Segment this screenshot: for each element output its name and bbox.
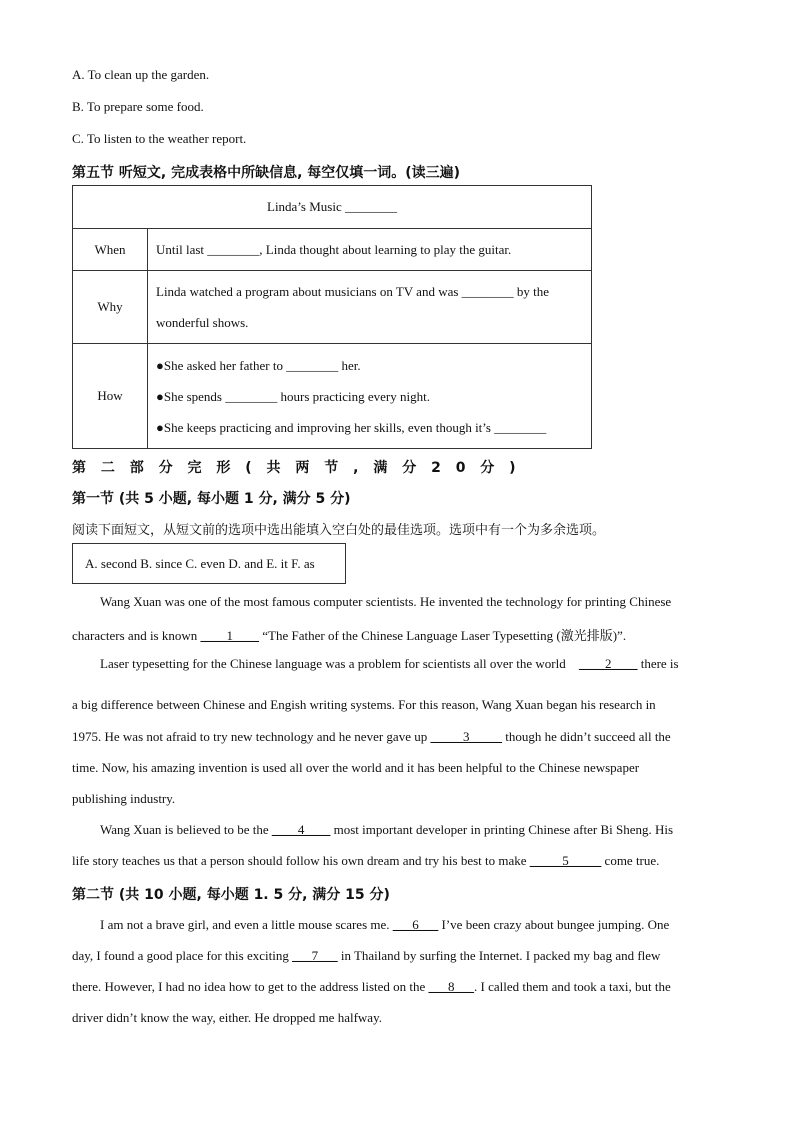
text: most important developer in printing Chinese after Bi Sheng. His <box>330 822 674 837</box>
q-line3 <box>72 979 722 995</box>
how-item: ●She spends ________ hours practicing every night. <box>156 388 430 404</box>
sec1-heading: 第一节 (共 5 小题, 每小题 1 分, 满分 5 分) <box>72 491 351 507</box>
text: in Thailand by surfing the Internet. I packed my bag and flew <box>337 948 661 963</box>
text: . I called them and took a taxi, but the <box>474 979 671 994</box>
text: characters and is known <box>72 628 201 643</box>
p2-line1 <box>72 656 722 672</box>
p2-line4: time. Now, his amazing invention is used all over the world and it has been helpful to the Chinese newspaper <box>72 760 640 775</box>
q-line1 <box>72 917 722 933</box>
text: “The Father of the Chinese Language Laser Typesetting (激光排版)”. <box>259 628 627 643</box>
why-cell <box>148 271 592 344</box>
q-line4: driver didn’t know the way, either. He dropped me halfway. <box>72 1010 382 1025</box>
option-c: C. To listen to the weather report. <box>72 131 247 146</box>
blank-7: ___7___ <box>292 948 338 963</box>
sec2-heading: 第二节 (共 10 小题, 每小题 1. 5 分, 满分 15 分) <box>72 887 390 903</box>
option-b: B. To prepare some food. <box>72 99 204 114</box>
p2-line2: a big difference between Chinese and Engish writing systems. For this reason, Wang Xuan began his research in <box>72 697 656 712</box>
how-cell <box>148 344 592 449</box>
blank-1: ____1____ <box>200 628 260 643</box>
when-label: When <box>73 229 148 271</box>
text: though he didn’t succeed all the <box>501 729 671 744</box>
text: there is <box>637 656 679 671</box>
table-title: Linda’s Music ________ <box>73 186 592 229</box>
how-label: How <box>73 344 148 449</box>
text: Laser typesetting for the Chinese language was a problem for scientists all over the world <box>100 656 566 671</box>
text: 1975. He was not afraid to try new technology and he never gave up <box>72 729 431 744</box>
p2-line3 <box>72 729 722 745</box>
p3-line2 <box>72 853 722 869</box>
blank-2: ____2____ <box>578 656 638 671</box>
text: come true. <box>601 853 660 868</box>
blank-8: ___8___ <box>428 979 475 994</box>
word-options-box: A. second B. since C. even D. and E. it F. as <box>72 543 346 584</box>
text: there. However, I had no idea how to get to the address listed on the <box>72 979 429 994</box>
info-table <box>72 185 592 449</box>
section5-heading: 第五节 听短文, 完成表格中所缺信息, 每空仅填一词。(读三遍) <box>72 165 461 181</box>
p1-line2 <box>72 625 722 644</box>
q-line2 <box>72 948 722 964</box>
p2-line5: publishing industry. <box>72 791 176 806</box>
when-text: Until last ________, Linda thought about learning to play the guitar. <box>148 229 592 271</box>
text: I’ve been crazy about bungee jumping. One <box>438 917 670 932</box>
why-line-1: Linda watched a program about musicians on TV and was ________ by the <box>156 284 550 299</box>
why-label: Why <box>73 271 148 344</box>
text: Wang Xuan is believed to be the <box>100 822 272 837</box>
p1-line1: Wang Xuan was one of the most famous computer scientists. He invented the technology for printing Chinese <box>100 594 672 609</box>
how-item: ●She asked her father to ________ her. <box>156 357 361 373</box>
part2-heading: 第 二 部 分 完 形 ( 共 两 节 , 满 分 2 0 分 ) <box>72 460 521 476</box>
why-line-2: wonderful shows. <box>156 315 249 330</box>
blank-4: ____4____ <box>271 822 331 837</box>
p3-line1 <box>72 822 722 838</box>
text: day, I found a good place for this exciting <box>72 948 293 963</box>
blank-6: ___6___ <box>392 917 439 932</box>
blank-5: _____5_____ <box>529 853 602 868</box>
text: life story teaches us that a person should follow his own dream and try his best to make <box>72 853 530 868</box>
how-item: ●She keeps practicing and improving her skills, even though it’s ________ <box>156 419 547 435</box>
text: I am not a brave girl, and even a little mouse scares me. <box>100 917 393 932</box>
option-a: A. To clean up the garden. <box>72 67 210 82</box>
blank-3: _____3_____ <box>430 729 502 744</box>
instructions: 阅读下面短文，从短文前的选项中选出能填入空白处的最佳选项。选项中有一个为多余选项。 <box>72 523 606 538</box>
